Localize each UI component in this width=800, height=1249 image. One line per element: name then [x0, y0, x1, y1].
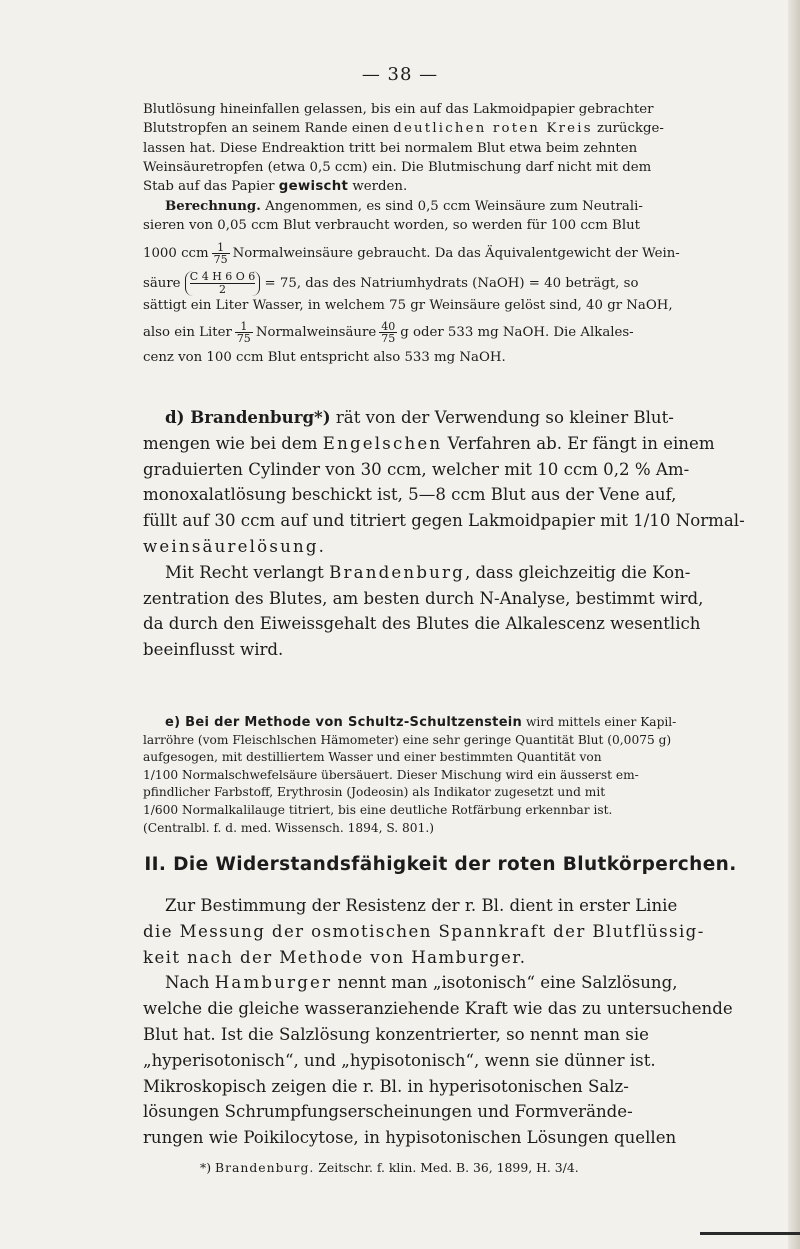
intro-paragraph [143, 100, 738, 196]
calc-line-4-b: = 75, das des Natriumhydrats (NaOH) = 40 beträgt, so [264, 275, 639, 291]
intro-line-2-end: zurückge- [596, 121, 664, 137]
calc-line-1 [143, 197, 738, 216]
d-line-6: weinsäurelösung. [143, 536, 327, 556]
intro-emphasis: deutlichen roten Kreis [393, 121, 593, 137]
e-line-3: aufgesogen, mit destilliertem Wasser und einer bestimmten Quantität von [143, 750, 602, 765]
intro-line-5-b: werden. [352, 179, 408, 195]
intro-line-1: Blutlösung hineinfallen gelassen, bis ein auf das Lakmoidpapier gebrachter [143, 102, 654, 117]
intro-line-4: Weinsäuretropfen (etwa 0,5 ccm) ein. Die Blutmischung darf nicht mit dem [143, 159, 652, 175]
d-p2-line-4: beeinflusst wird. [143, 640, 284, 660]
fraction-1-75 [212, 242, 230, 265]
intro-bold-word: gewischt [278, 179, 349, 195]
formula-denominator: 2 [219, 282, 227, 296]
fraction-numerator: 1 [212, 242, 230, 254]
footnote-author: Brandenburg. [214, 1160, 315, 1175]
e-fraction-600: 1/600 [143, 802, 179, 817]
calc-line-4-a: säure [143, 275, 181, 291]
ii-line-2: die Messung der osmotischen Spannkraft der Blutflüssig- [143, 921, 705, 941]
page-number: — 38 — [361, 64, 439, 85]
ii-line-3: keit nach der Methode von Hamburger. [143, 947, 527, 967]
e-line-6-text: Normalkalilauge titriert, bis eine deutliche Rotfärbung erkennbar ist. [182, 802, 613, 817]
e-line-5: pfindlicher Farbstoff, Erythrosin (Jodeosin) als Indikator zugesetzt und mit [143, 785, 606, 800]
fraction-denominator: 75 [381, 331, 396, 345]
intro-line-3: lassen hat. Diese Endreaktion tritt bei normalem Blut etwa beim zehnten [143, 140, 638, 156]
d-line-1-text: rät von der Verwendung so kleiner Blut- [335, 408, 674, 427]
d-p2-line-3: da durch den Eiweissgehalt des Blutes die Alkalescenz wesentlich [143, 614, 701, 634]
e-line-2: larröhre (vom Fleischlschen Hämometer) eine sehr geringe Quantität Blut (0,0075 g) [143, 732, 672, 747]
d-emphasis-brandenburg: Brandenburg [329, 562, 465, 582]
calculation-paragraph [143, 197, 738, 367]
page-edge-shadow [788, 0, 800, 1249]
section-d [143, 405, 745, 663]
section-e [143, 714, 738, 837]
ii-line-1: Zur Bestimmung der Resistenz der r. Bl. dient in erster Linie [165, 896, 678, 915]
ii-line-7: „hyperisotonisch“, und „hypisotonisch“, wenn sie dünner ist. [143, 1050, 656, 1070]
fraction-numerator: 1 [235, 321, 253, 333]
ii-line-4 [143, 970, 738, 996]
fraction-40-75 [379, 321, 397, 344]
d-label: d) Brandenburg*) [165, 407, 331, 427]
footnote-text: Zeitschr. f. klin. Med. B. 36, 1899, H. 3/4. [318, 1160, 579, 1175]
d-line-2-b: Verfahren ab. Er fängt in einem [447, 433, 715, 453]
ii-line-5: welche die gleiche wasseranziehende Kraft wie das zu untersuchende [143, 999, 733, 1019]
intro-line-2-text: Blutstropfen an seinem Rande einen [143, 121, 390, 137]
d-p2-line-1 [143, 560, 738, 586]
e-line-7: (Centralbl. f. d. med. Wissensch. 1894, S. 801.) [143, 820, 434, 835]
calc-line-3 [143, 242, 738, 265]
ii-line-8: Mikroskopisch zeigen die r. Bl. in hyperisotonischen Salz- [143, 1076, 629, 1096]
fraction-1-75-b [235, 321, 253, 344]
d-emphasis-engel: Engelschen [322, 433, 443, 453]
ii-line-9: lösungen Schrumpfungserscheinungen und Formverände- [143, 1102, 633, 1122]
d-line-4: monoxalatlösung beschickt ist, 5—8 ccm Blut aus der Vene auf, [143, 485, 677, 505]
calc-line-3-a: 1000 ccm [143, 245, 209, 261]
d-p2-line-1-b: , dass gleichzeitig die Kon- [464, 562, 691, 582]
fraction-denominator: 75 [236, 331, 251, 345]
footnote-mark: *) [200, 1160, 212, 1175]
intro-line-2 [143, 119, 738, 138]
formula-numerator: C 4 H 6 O 6 [189, 269, 256, 283]
calc-line-7: cenz von 100 ccm Blut entspricht also 533 mg NaOH. [143, 349, 506, 365]
calc-line-2: sieren von 0,05 ccm Blut verbraucht worden, so werden für 100 ccm Blut [143, 218, 640, 234]
ii-line-4-b: nennt man „isotonisch“ eine Salzlösung, [337, 973, 678, 993]
d-line-3: graduierten Cylinder von 30 ccm, welcher mit 10 ccm 0,2 % Am- [143, 459, 690, 479]
tartaric-acid-formula [185, 271, 261, 296]
section-heading: II. Die Widerstandsfähigkeit der roten Blutkörperchen. [144, 854, 737, 875]
calc-line-6-c: g oder 533 mg NaOH. Die Alkales- [400, 324, 634, 340]
calc-line-4 [143, 271, 738, 296]
bottom-rule [700, 1232, 800, 1235]
e-line-4-text: Normalschwefelsäure übersäuert. Dieser Mischung wird ein äusserst em- [182, 767, 639, 782]
fraction-denominator: 75 [213, 252, 228, 266]
calc-line-3-b: Normalweinsäure gebraucht. Da das Äquivalentgewicht der Wein- [232, 245, 680, 261]
e-label: e) Bei der Methode von Schultz-Schultzenstein [165, 715, 523, 730]
footnote [200, 1160, 579, 1175]
section-ii [143, 893, 738, 1151]
calc-line-1-text: Angenommen, es sind 0,5 ccm Weinsäure zum Neutrali- [265, 199, 643, 214]
d-line-5 [143, 508, 745, 534]
d-line-2 [143, 431, 738, 457]
d-fraction: 1/10 [633, 511, 671, 531]
calc-line-6-a: also ein Liter [143, 324, 232, 340]
e-line-6 [143, 802, 738, 820]
calc-line-5: sättigt ein Liter Wasser, in welchem 75 gr Weinsäure gelöst sind, 40 gr NaOH, [143, 297, 673, 313]
d-p2-line-2: zentration des Blutes, am besten durch N-Analyse, bestimmt wird, [143, 588, 704, 608]
intro-line-5-a: Stab auf das Papier [143, 179, 275, 195]
d-p2-line-1-a: Mit Recht verlangt [165, 562, 324, 582]
calc-line-6 [143, 321, 738, 344]
e-fraction-100: 1/100 [143, 767, 179, 782]
d-line-1 [143, 405, 738, 431]
d-line-2-a: mengen wie bei dem [143, 433, 318, 453]
e-line-1-text: wird mittels einer Kapil- [526, 715, 677, 729]
calc-label: Berechnung. [165, 199, 261, 214]
intro-line-5 [143, 177, 738, 196]
d-line-5-a: füllt auf 30 ccm auf und titriert gegen Lakmoidpapier mit [143, 511, 628, 531]
ii-line-6: Blut hat. Ist die Salzlösung konzentrierter, so nennt man sie [143, 1024, 649, 1044]
calc-line-6-b: Normalweinsäure [255, 324, 377, 340]
ii-line-4-a: Nach [165, 973, 210, 993]
fraction-numerator: 40 [381, 319, 396, 333]
d-line-5-b: Normal- [675, 511, 745, 531]
e-line-1 [143, 714, 738, 732]
ii-line-10: rungen wie Poikilocytose, in hypisotonischen Lösungen quellen [143, 1128, 677, 1148]
ii-emphasis-hamburger: Hamburger [214, 973, 333, 993]
e-line-4 [143, 767, 738, 785]
